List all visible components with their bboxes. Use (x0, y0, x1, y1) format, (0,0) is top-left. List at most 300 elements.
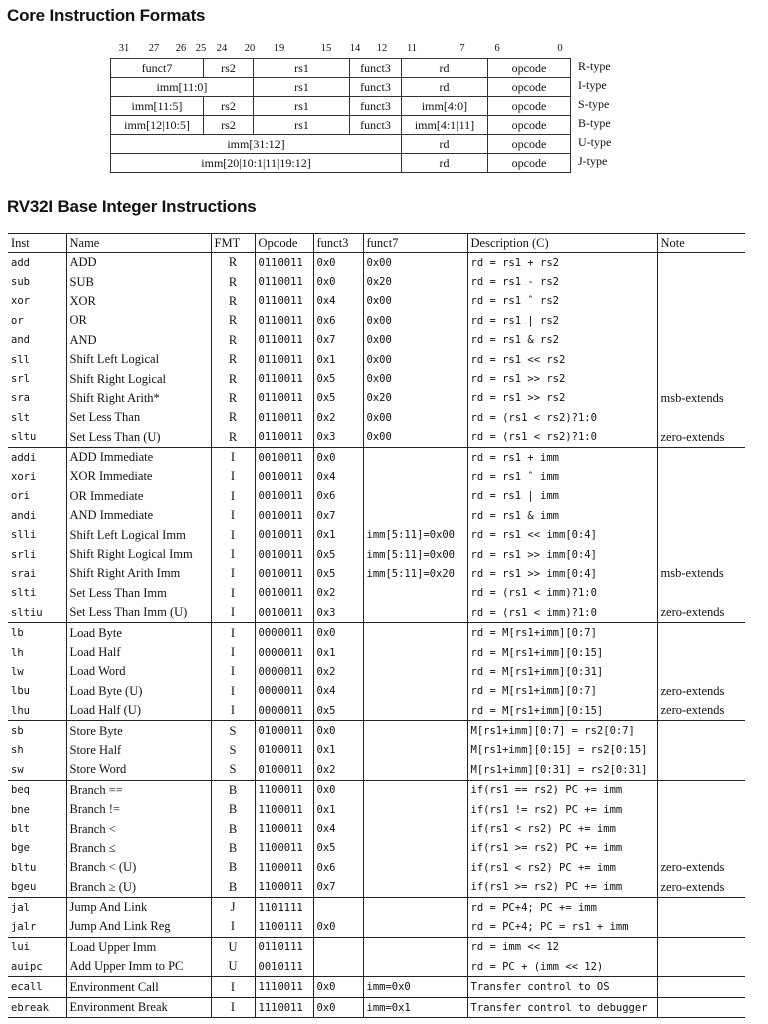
cell-inst: srl (11, 373, 30, 386)
cell-fmt: I (211, 525, 255, 544)
cell-name: Set Less Than (66, 408, 211, 427)
cell-note (657, 408, 745, 427)
cell-funct7: 0x00 (363, 428, 467, 448)
cell-opcode: 1100011 (255, 800, 313, 819)
cell-funct3: 0x0 (313, 623, 363, 643)
cell-description: rd = rs1 << rs2 (467, 350, 657, 369)
cell-inst: addi (8, 447, 66, 467)
cell-funct7 (363, 447, 467, 467)
instruction-row (8, 682, 745, 701)
cell-funct3: 0x0 (313, 447, 363, 467)
cell-fmt: I (211, 545, 255, 564)
instruction-row (8, 623, 745, 643)
bit-position-row (110, 42, 570, 58)
format-type-label: S-type (578, 97, 610, 111)
header-name: Name (66, 234, 211, 253)
cell-inst: sltu (11, 431, 37, 444)
format-field: funct3 (350, 116, 402, 135)
cell-funct7 (363, 878, 467, 898)
cell-funct7 (363, 741, 467, 760)
cell-fmt: R (211, 272, 255, 291)
format-row (111, 59, 571, 78)
rv32i-title: RV32I Base Integer Instructions (7, 197, 257, 216)
cell-name: Add Upper Imm to PC (66, 957, 211, 977)
cell-opcode: 0110011 (255, 408, 313, 427)
cell-description: M[rs1+imm][0:7] = rs2[0:7] (467, 721, 657, 741)
cell-note (657, 997, 745, 1017)
cell-opcode: 0110011 (255, 253, 313, 273)
cell-inst: lb (8, 623, 66, 643)
cell-name: Set Less Than Imm (U) (66, 603, 211, 623)
core-formats-title: Core Instruction Formats (7, 6, 206, 25)
instruction-row (8, 858, 745, 877)
format-field: imm[12|10:5] (111, 116, 204, 135)
core-formats-diagram (110, 42, 571, 173)
cell-fmt: R (211, 369, 255, 388)
cell-funct7: imm=0x0 (363, 977, 467, 997)
cell-note (657, 447, 745, 467)
cell-inst: ecall (8, 977, 66, 997)
cell-note (657, 272, 745, 291)
cell-inst: add (11, 256, 30, 269)
cell-description: rd = (rs1 < rs2)?1:0 (467, 428, 657, 448)
instruction-row (8, 878, 745, 898)
cell-description: rd = rs1 | imm (467, 487, 657, 506)
cell-funct7 (363, 643, 467, 662)
cell-note (657, 839, 745, 858)
instruction-row (8, 662, 745, 681)
format-row (111, 154, 571, 173)
cell-name: AND (66, 331, 211, 350)
cell-funct7: 0x20 (363, 389, 467, 408)
cell-name: Branch < (66, 819, 211, 838)
cell-description: rd = rs1 >> rs2 (467, 369, 657, 388)
cell-name: Store Word (66, 760, 211, 780)
cell-description: if(rs1 != rs2) PC += imm (467, 800, 657, 819)
cell-description: rd = M[rs1+imm][0:15] (467, 701, 657, 721)
cell-description: rd = rs1 + imm (467, 447, 657, 467)
cell-note (657, 643, 745, 662)
cell-description: rd = rs1 >> imm[0:4] (467, 545, 657, 564)
bit-position-label: 15 (320, 43, 332, 54)
instruction-row (8, 506, 745, 525)
cell-opcode: 0010011 (255, 545, 313, 564)
format-field: opcode (488, 154, 571, 173)
cell-note (657, 623, 745, 643)
cell-opcode: 0010011 (255, 487, 313, 506)
cell-name: XOR Immediate (66, 467, 211, 486)
header-opcode: Opcode (255, 234, 313, 253)
core-formats-table (110, 58, 571, 173)
cell-opcode: 0010011 (255, 564, 313, 583)
instruction-row (8, 389, 745, 408)
cell-funct3: 0x0 (313, 272, 363, 291)
cell-name: Shift Right Logical (66, 369, 211, 388)
cell-note: zero-extends (657, 878, 745, 898)
instruction-row (8, 369, 745, 388)
cell-opcode: 1101111 (255, 897, 313, 917)
cell-name: Branch != (66, 800, 211, 819)
cell-funct7 (363, 701, 467, 721)
cell-description: Transfer control to debugger (467, 997, 657, 1017)
instruction-row (8, 701, 745, 721)
cell-inst: bgeu (11, 881, 37, 894)
cell-fmt: S (211, 721, 255, 741)
cell-opcode: 0110011 (255, 292, 313, 311)
cell-opcode: 0110011 (255, 389, 313, 408)
cell-description: rd = rs1 ˆ rs2 (467, 292, 657, 311)
bit-position-label: 6 (494, 43, 500, 54)
cell-name: Environment Break (66, 997, 211, 1017)
bit-position-label: 25 (195, 43, 207, 54)
cell-note: zero-extends (657, 858, 745, 877)
format-field: opcode (488, 78, 571, 97)
instruction-row (8, 897, 745, 917)
instruction-row (8, 997, 745, 1017)
cell-fmt: I (211, 467, 255, 486)
cell-opcode: 0010011 (255, 584, 313, 603)
cell-name: Store Byte (66, 721, 211, 741)
cell-funct3: 0x2 (313, 662, 363, 681)
format-field: rs1 (254, 59, 350, 78)
cell-funct7 (363, 957, 467, 977)
cell-funct3: 0x1 (313, 643, 363, 662)
cell-note: zero-extends (657, 701, 745, 721)
cell-description: if(rs1 == rs2) PC += imm (467, 780, 657, 800)
cell-funct3: 0x5 (313, 564, 363, 583)
cell-funct3 (313, 957, 363, 977)
cell-funct3: 0x1 (313, 800, 363, 819)
cell-fmt: I (211, 487, 255, 506)
cell-opcode: 0100011 (255, 741, 313, 760)
cell-opcode: 0000011 (255, 682, 313, 701)
cell-fmt: B (211, 819, 255, 838)
format-field: funct3 (350, 59, 402, 78)
cell-inst: sll (11, 353, 30, 366)
instruction-row (8, 957, 745, 977)
cell-opcode: 1100011 (255, 819, 313, 838)
cell-funct3: 0x3 (313, 428, 363, 448)
cell-description: rd = rs1 << imm[0:4] (467, 525, 657, 544)
cell-inst: lw (11, 665, 24, 678)
cell-note (657, 741, 745, 760)
cell-funct7: 0x00 (363, 350, 467, 369)
format-type-label: J-type (578, 154, 608, 168)
instruction-row (8, 937, 745, 957)
cell-inst: ebreak (8, 997, 66, 1017)
instruction-row (8, 487, 745, 506)
bit-position-label: 12 (376, 43, 388, 54)
cell-inst: xor (11, 295, 30, 308)
cell-note (657, 506, 745, 525)
cell-opcode: 1110011 (255, 997, 313, 1017)
instruction-row (8, 545, 745, 564)
cell-description: rd = rs1 & imm (467, 506, 657, 525)
cell-funct3: 0x5 (313, 839, 363, 858)
cell-funct7 (363, 819, 467, 838)
cell-description: M[rs1+imm][0:31] = rs2[0:31] (467, 760, 657, 780)
cell-fmt: I (211, 603, 255, 623)
cell-opcode: 1100111 (255, 917, 313, 937)
cell-note (657, 800, 745, 819)
cell-opcode: 1100011 (255, 878, 313, 898)
bit-position-label: 31 (118, 43, 130, 54)
format-field: rd (402, 154, 488, 173)
cell-note (657, 780, 745, 800)
cell-fmt: I (211, 584, 255, 603)
cell-opcode: 1110011 (255, 977, 313, 997)
cell-inst: sra (11, 392, 30, 405)
cell-description: rd = PC + (imm << 12) (467, 957, 657, 977)
cell-opcode: 0100011 (255, 760, 313, 780)
instruction-row (8, 253, 745, 273)
bit-position-label: 20 (244, 43, 256, 54)
cell-funct7 (363, 858, 467, 877)
format-field: imm[20|10:1|11|19:12] (111, 154, 402, 173)
cell-inst: bltu (11, 861, 37, 874)
cell-funct7 (363, 800, 467, 819)
cell-funct3: 0x0 (313, 721, 363, 741)
cell-inst: srli (11, 548, 37, 561)
cell-fmt: I (211, 564, 255, 583)
cell-opcode: 0110011 (255, 311, 313, 330)
cell-inst: and (11, 334, 30, 347)
format-field: opcode (488, 116, 571, 135)
cell-inst: lui (8, 937, 66, 957)
instruction-row (8, 350, 745, 369)
cell-note (657, 487, 745, 506)
cell-fmt: I (211, 662, 255, 681)
cell-opcode: 0000011 (255, 701, 313, 721)
cell-funct7: 0x00 (363, 369, 467, 388)
cell-funct3: 0x4 (313, 292, 363, 311)
cell-funct3: 0x7 (313, 878, 363, 898)
cell-funct3: 0x0 (313, 917, 363, 937)
cell-name: ADD Immediate (66, 447, 211, 467)
cell-inst: auipc (11, 960, 43, 973)
header-description: Description (C) (467, 234, 657, 253)
cell-funct7 (363, 584, 467, 603)
cell-fmt: U (211, 937, 255, 957)
cell-funct7: imm[5:11]=0x00 (363, 545, 467, 564)
cell-opcode: 0010011 (255, 525, 313, 544)
cell-note: zero-extends (657, 682, 745, 701)
cell-name: Store Half (66, 741, 211, 760)
rv32i-table (8, 233, 745, 1018)
cell-name: OR Immediate (66, 487, 211, 506)
cell-opcode: 0110011 (255, 369, 313, 388)
cell-inst: xori (11, 470, 37, 483)
cell-fmt: B (211, 858, 255, 877)
cell-funct3: 0x0 (313, 780, 363, 800)
cell-funct7 (363, 623, 467, 643)
format-type-label: R-type (578, 59, 611, 73)
cell-funct3 (313, 897, 363, 917)
cell-funct3: 0x1 (313, 525, 363, 544)
bit-position-label: 19 (273, 43, 285, 54)
rv32i-header-row (8, 234, 745, 253)
cell-funct7 (363, 603, 467, 623)
cell-fmt: B (211, 780, 255, 800)
instruction-row (8, 311, 745, 330)
cell-description: rd = PC+4; PC = rs1 + imm (467, 917, 657, 937)
format-field: imm[11:5] (111, 97, 204, 116)
cell-description: rd = rs1 + rs2 (467, 253, 657, 273)
cell-note (657, 897, 745, 917)
format-field: rs1 (254, 97, 350, 116)
cell-fmt: I (211, 623, 255, 643)
cell-inst: lbu (11, 685, 30, 698)
cell-name: SUB (66, 272, 211, 291)
cell-inst: lh (11, 646, 24, 659)
cell-funct3: 0x6 (313, 858, 363, 877)
cell-note (657, 311, 745, 330)
cell-name: Load Upper Imm (66, 937, 211, 957)
format-field: imm[11:0] (111, 78, 254, 97)
format-field: imm[4:1|11] (402, 116, 488, 135)
cell-description: if(rs1 >= rs2) PC += imm (467, 878, 657, 898)
cell-name: Load Half (U) (66, 701, 211, 721)
cell-note (657, 350, 745, 369)
cell-note (657, 721, 745, 741)
cell-funct3: 0x0 (313, 997, 363, 1017)
cell-fmt: R (211, 408, 255, 427)
cell-fmt: I (211, 643, 255, 662)
format-field: rs1 (254, 116, 350, 135)
cell-funct3: 0x0 (313, 977, 363, 997)
cell-name: Jump And Link Reg (66, 917, 211, 937)
cell-inst: slt (11, 411, 30, 424)
format-field: rd (402, 59, 488, 78)
cell-opcode: 0010011 (255, 467, 313, 486)
cell-name: Shift Left Logical (66, 350, 211, 369)
cell-fmt: U (211, 957, 255, 977)
instruction-row (8, 780, 745, 800)
cell-funct3: 0x7 (313, 331, 363, 350)
cell-funct7 (363, 917, 467, 937)
cell-funct7 (363, 937, 467, 957)
cell-funct3: 0x4 (313, 467, 363, 486)
cell-inst: sub (11, 276, 30, 289)
cell-description: rd = imm << 12 (467, 937, 657, 957)
cell-inst: sb (8, 721, 66, 741)
cell-opcode: 0010011 (255, 447, 313, 467)
cell-funct3: 0x2 (313, 760, 363, 780)
cell-name: Branch == (66, 780, 211, 800)
cell-name: Shift Right Arith Imm (66, 564, 211, 583)
cell-funct3: 0x0 (313, 253, 363, 273)
cell-fmt: R (211, 428, 255, 448)
cell-note (657, 819, 745, 838)
cell-opcode: 0110011 (255, 350, 313, 369)
cell-opcode: 0010011 (255, 603, 313, 623)
cell-description: rd = M[rs1+imm][0:31] (467, 662, 657, 681)
cell-inst: ori (11, 490, 30, 503)
cell-funct3: 0x5 (313, 701, 363, 721)
cell-inst: srai (11, 567, 37, 580)
cell-description: rd = rs1 & rs2 (467, 331, 657, 350)
cell-name: OR (66, 311, 211, 330)
cell-inst: blt (11, 823, 30, 836)
cell-inst: sltiu (11, 606, 43, 619)
cell-opcode: 0010011 (255, 506, 313, 525)
cell-description: rd = rs1 >> rs2 (467, 389, 657, 408)
cell-fmt: I (211, 447, 255, 467)
cell-name: Environment Call (66, 977, 211, 997)
cell-opcode: 0000011 (255, 662, 313, 681)
cell-funct7 (363, 487, 467, 506)
cell-opcode: 0110011 (255, 428, 313, 448)
instruction-row (8, 564, 745, 583)
cell-name: AND Immediate (66, 506, 211, 525)
instruction-row (8, 977, 745, 997)
cell-funct3: 0x2 (313, 408, 363, 427)
cell-opcode: 0010111 (255, 957, 313, 977)
cell-name: Load Half (66, 643, 211, 662)
format-field: funct3 (350, 97, 402, 116)
cell-note (657, 977, 745, 997)
cell-note (657, 957, 745, 977)
header-inst: Inst (8, 234, 66, 253)
cell-fmt: R (211, 311, 255, 330)
instruction-row (8, 408, 745, 427)
instruction-row (8, 839, 745, 858)
cell-opcode: 1100011 (255, 839, 313, 858)
cell-opcode: 0000011 (255, 623, 313, 643)
cell-inst: slli (11, 529, 37, 542)
cell-inst: jalr (11, 920, 37, 933)
cell-funct3: 0x5 (313, 389, 363, 408)
cell-opcode: 1100011 (255, 858, 313, 877)
format-type-label: I-type (578, 78, 607, 92)
cell-opcode: 1100011 (255, 780, 313, 800)
bit-position-label: 14 (349, 43, 361, 54)
cell-description: rd = PC+4; PC += imm (467, 897, 657, 917)
cell-fmt: B (211, 839, 255, 858)
instruction-row (8, 819, 745, 838)
format-field: rs1 (254, 78, 350, 97)
cell-description: rd = (rs1 < imm)?1:0 (467, 584, 657, 603)
cell-inst: lhu (11, 704, 30, 717)
cell-funct7 (363, 467, 467, 486)
cell-inst: bge (11, 842, 30, 855)
cell-note (657, 937, 745, 957)
cell-funct7: 0x00 (363, 408, 467, 427)
format-row (111, 78, 571, 97)
bit-position-label: 0 (557, 43, 563, 54)
cell-fmt: R (211, 350, 255, 369)
cell-note: zero-extends (657, 603, 745, 623)
cell-name: Shift Left Logical Imm (66, 525, 211, 544)
cell-name: Shift Right Logical Imm (66, 545, 211, 564)
format-field: imm[4:0] (402, 97, 488, 116)
cell-funct3: 0x1 (313, 350, 363, 369)
cell-note (657, 545, 745, 564)
cell-description: rd = M[rs1+imm][0:7] (467, 623, 657, 643)
instruction-row (8, 272, 745, 291)
cell-funct7: 0x00 (363, 331, 467, 350)
cell-fmt: I (211, 701, 255, 721)
bit-position-label: 11 (406, 43, 418, 54)
format-field: opcode (488, 135, 571, 154)
cell-fmt: I (211, 506, 255, 525)
format-field: rd (402, 78, 488, 97)
bit-position-label: 7 (459, 43, 465, 54)
cell-description: M[rs1+imm][0:15] = rs2[0:15] (467, 741, 657, 760)
cell-inst: or (11, 314, 24, 327)
cell-fmt: R (211, 331, 255, 350)
cell-funct7: imm[5:11]=0x00 (363, 525, 467, 544)
